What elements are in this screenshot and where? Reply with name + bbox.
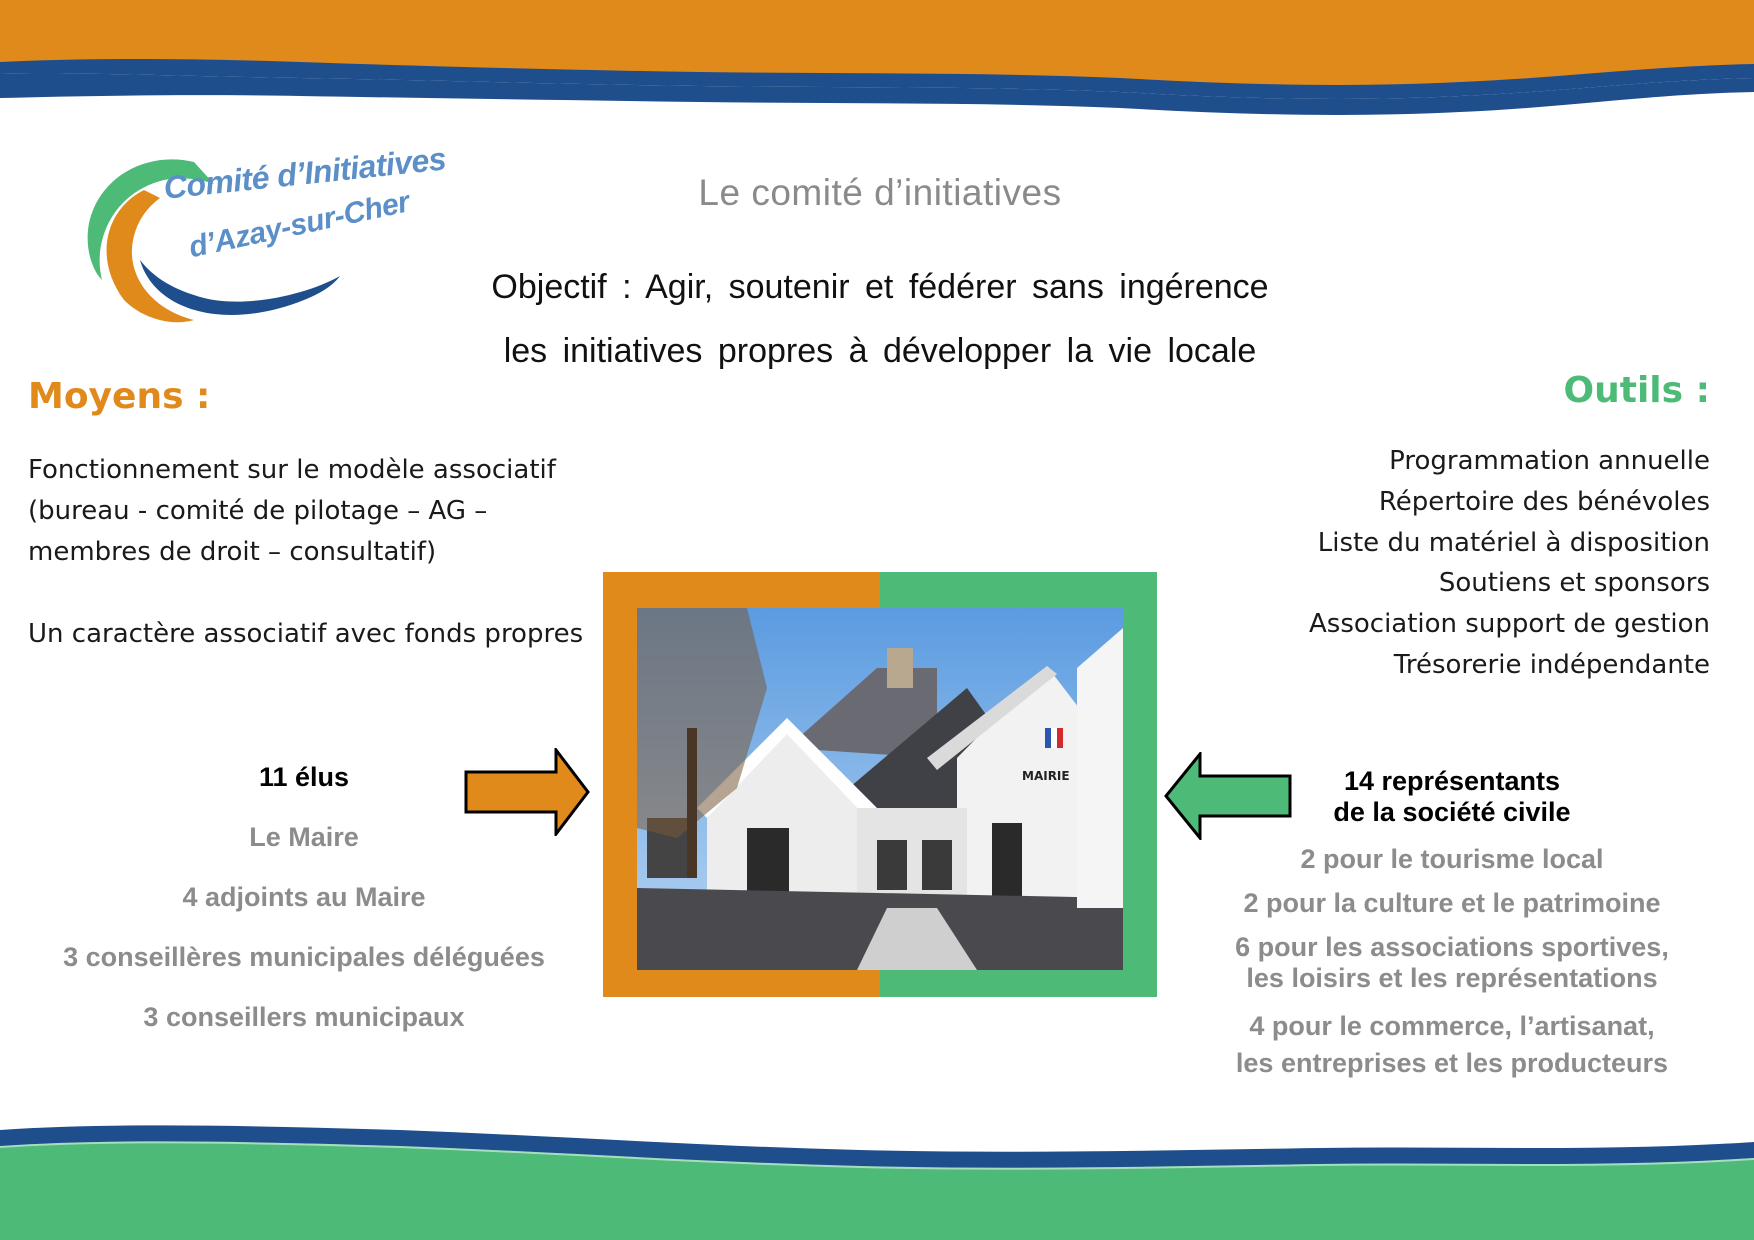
outils-heading: Outils : xyxy=(1563,370,1710,411)
moyens-line: (bureau - comité de pilotage – AG – xyxy=(28,496,488,526)
page-title: Le comité d’initiatives xyxy=(698,172,1062,213)
elus-item: 3 conseillers municipaux xyxy=(143,1002,465,1032)
civile-item: 2 pour la culture et le patrimoine xyxy=(1243,888,1661,918)
objective-line-2: les initiatives propres à développer la vie locale xyxy=(503,332,1257,370)
civile-item: 2 pour le tourisme local xyxy=(1300,844,1604,874)
moyens-line: membres de droit – consultatif) xyxy=(28,537,437,567)
moyens-fonds: Un caractère associatif avec fonds propres xyxy=(28,619,584,649)
elus-item: Le Maire xyxy=(249,822,359,852)
civile-heading xyxy=(1152,766,1752,828)
civile-heading-line1: 14 représentants xyxy=(1343,766,1561,796)
outils-item: Répertoire des bénévoles xyxy=(1378,487,1710,517)
civile-item-line: les entreprises et les producteurs xyxy=(1235,1048,1669,1078)
moyens-line: Fonctionnement sur le modèle associatif xyxy=(28,455,556,485)
mairie-sign: MAIRIE xyxy=(1022,769,1070,783)
civile-item-line: 4 pour le commerce, l’artisanat, xyxy=(1249,1011,1655,1041)
logo-text-line1: Comité d’Initiatives xyxy=(162,140,448,206)
moyens-description xyxy=(28,450,556,573)
mairie-photo xyxy=(637,608,1123,970)
outils-item: Association support de gestion xyxy=(1308,609,1710,639)
civile-heading-line2: de la société civile xyxy=(1333,797,1571,827)
outils-item: Trésorerie indépendante xyxy=(1393,650,1710,680)
elus-item: 4 adjoints au Maire xyxy=(182,882,426,912)
outils-item: Programmation annuelle xyxy=(1389,446,1710,476)
moyens-heading: Moyens : xyxy=(28,376,211,417)
civile-item xyxy=(1152,1008,1752,1082)
outils-item: Soutiens et sponsors xyxy=(1438,568,1710,598)
elus-item: 3 conseillères municipales déléguées xyxy=(63,942,545,972)
bottom-wave-banner xyxy=(0,1120,1754,1240)
outils-item: Liste du matériel à disposition xyxy=(1317,528,1710,558)
civile-item xyxy=(1152,932,1752,994)
top-wave-banner xyxy=(0,0,1754,140)
objective-line-1: Objectif : Agir, soutenir et fédérer sans ingérence xyxy=(491,268,1269,306)
elus-heading: 11 élus xyxy=(258,762,350,792)
civile-item-line: 6 pour les associations sportives, xyxy=(1235,932,1669,962)
civile-item-line: les loisirs et les représentations xyxy=(1246,963,1658,993)
logo-text-line2: d’Azay-sur-Cher xyxy=(186,185,413,265)
